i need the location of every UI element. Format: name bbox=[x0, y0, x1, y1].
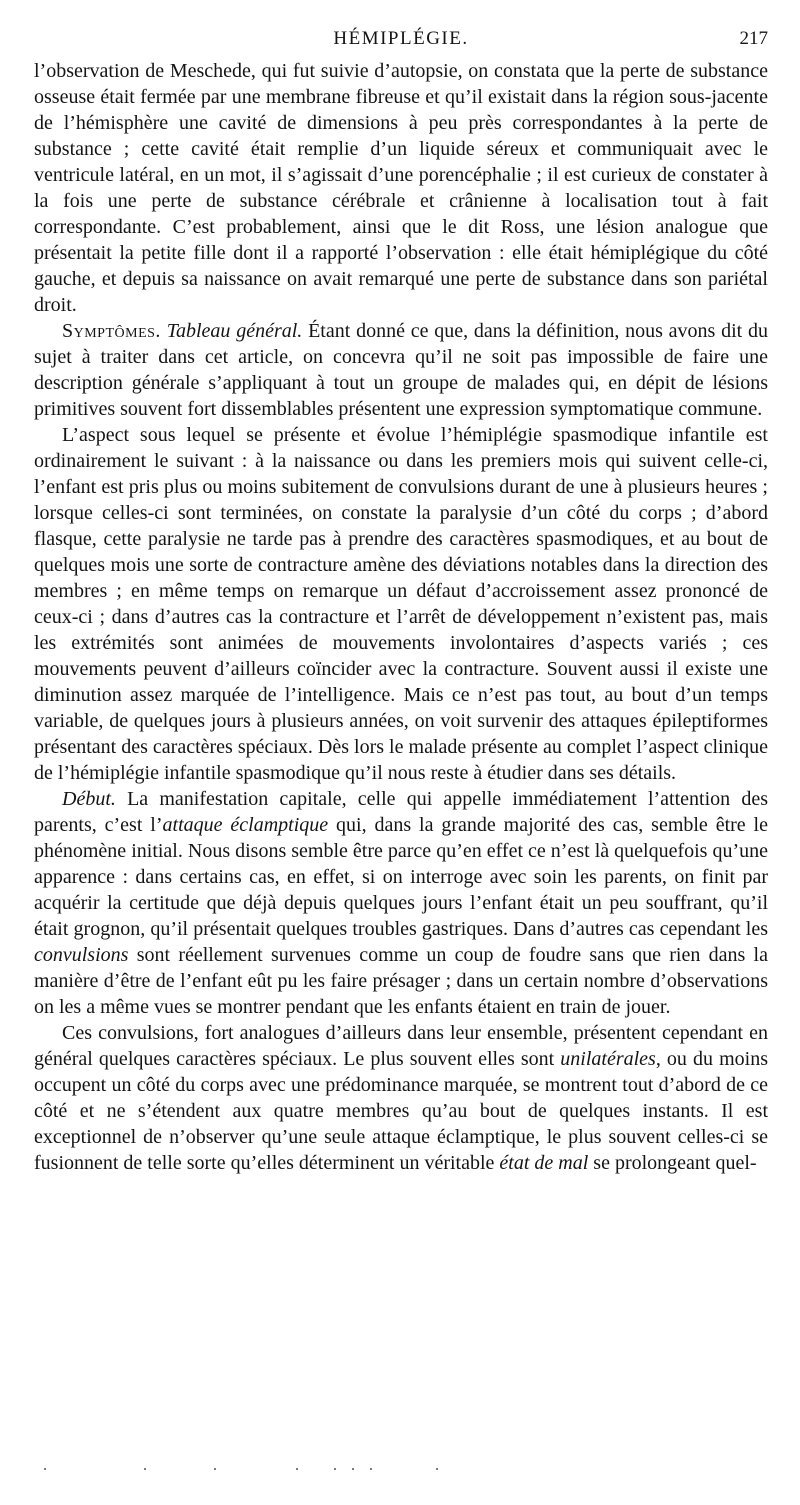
paragraph-text: qui, dans la grande majorité des cas, semble être le phénomène initial. Nous disons semble être parce qu’en effet ce n’est là quelquefois qu’une apparence : dans certains cas, en effet, si on interroge avec soin les parents, on finit par acquérir la certitude que déjà depuis quelques jours l’enfant était un peu souffrant, qu’il était grognon, qu’il présentait quelques troubles gastriques. Dans d’autres cas cependant les bbox=[34, 814, 768, 940]
paragraph-text: , ou du moins occupent un côté du corps avec une prédominance marquée, se montrent tout d’abord de ce côté et ne s’étendent aux quatre membres qu’au bout de quelques instants. Il est exceptionnel de n’observer qu’une seule attaque éclamptique, le plus souvent celles-ci se fusionnent de telle sorte qu’elles déterminent un véritable bbox=[34, 1048, 768, 1174]
paragraph-text: Ces convulsions, fort analogues d’ailleurs dans leur ensemble, présentent cependant en général quelques caractères spéciaux. Le plus souvent elles sont bbox=[34, 1022, 768, 1070]
paragraph-symptomes bbox=[34, 318, 768, 422]
paragraph-text: se prolongeant quel- bbox=[588, 1152, 757, 1174]
subheading-tableau-general: Tableau général. bbox=[166, 320, 303, 342]
running-head bbox=[34, 28, 768, 58]
scan-speck bbox=[370, 1468, 372, 1470]
scan-speck bbox=[436, 1468, 438, 1470]
section-heading-debut: Début. bbox=[62, 788, 116, 810]
paragraph-text: sont réellement survenues comme un coup de foudre sans que rien dans la manière d’être de l’enfant eût pu les faire présager ; dans un certain nombre d’observations on les a même vues se montrer pendant que les enfants étaient en train de jouer. bbox=[34, 944, 768, 1018]
emphasis-attaque-eclamptique: attaque éclamptique bbox=[162, 814, 329, 836]
scan-speck bbox=[144, 1468, 146, 1470]
section-heading-symptomes: Symptômes. bbox=[62, 320, 161, 342]
scan-speck bbox=[44, 1468, 46, 1470]
paragraph-text: Étant donné ce que, dans la définition, nous avons dit du sujet à traiter dans cet article, on concevra qu’il ne soit pas impossible de faire une description générale s’appliquant à tout un groupe de malades qui, en dépit de lésions primitives souvent fort dissemblables présentent une expression symptomatique commune. bbox=[34, 320, 768, 420]
scan-speck bbox=[334, 1468, 336, 1470]
scan-speck bbox=[214, 1468, 216, 1470]
paragraph-text: L’aspect sous lequel se présente et évolue l’hémiplégie spasmodique infantile est ordinairement le suivant : à la naissance ou dans les premiers mois qui suivent celle-ci, l’enfant est pris plus ou moins subitement de convulsions durant de une à plusieurs heures ; lorsque celles-ci sont terminées, on constate la paralysie d’un côté du corps ; d’abord flasque, cette paralysie ne tarde pas à prendre des caractères spasmodiques, et au bout de quelques mois une sorte de contracture amène des déviations notables dans la direction des membres ; en même temps on remarque un défaut d’accroissement assez prononcé de ceux-ci ; dans d’autres cas la contracture et l’arrêt de développement n’existent pas, mais les extrémités sont animées de mouvements involontaires d’aspects variés ; ces mouvements peuvent d’ailleurs coïncider avec la contracture. Souvent aussi il existe une diminution assez marquée de l’intelligence. Mais ce n’est pas tout, au bout d’un temps variable, de quelques jours à plusieurs années, on voit survenir des attaques épileptiformes présentant des caractères spéciaux. Dès lors le malade présente au complet l’aspect clinique de l’hémiplégie infantile spasmodique qu’il nous reste à étudier dans ses détails. bbox=[34, 424, 768, 784]
paragraph-text: La manifestation capitale, celle qui appelle immédiatement l’attention des parents, c’est l’ bbox=[34, 788, 768, 836]
body-text bbox=[34, 58, 768, 1176]
paragraph-convulsions bbox=[34, 1020, 768, 1176]
scan-speck bbox=[352, 1468, 354, 1470]
paragraph-text: l’observation de Meschede, qui fut suivie d’autopsie, on constata que la perte de substance osseuse était fermée par une membrane fibreuse et qu’il existait dans la région sous-jacente de l’hémisphère une cavité de dimensions à peu près correspondantes à la perte de substance ; cette cavité était remplie d’un liquide séreux et communiquait avec le ventricule latéral, en un mot, il s’agissait d’une porencéphalie ; il est curieux de constater à la fois une perte de substance cérébrale et crânienne à localisation tout à fait correspondante. C’est probablement, ainsi que le dit Ross, une lésion analogue que présentait la petite fille dont il a rapporté l’observation : elle était hémiplégique du côté gauche, et depuis sa naissance on avait remarqué une perte de substance dans son pariétal droit. bbox=[34, 60, 768, 316]
running-title: HÉMIPLÉGIE. bbox=[333, 28, 469, 49]
book-page bbox=[34, 28, 768, 1176]
scan-speck bbox=[296, 1468, 298, 1470]
emphasis-etat-de-mal: état de mal bbox=[499, 1152, 589, 1174]
emphasis-convulsions: convulsions bbox=[34, 944, 129, 966]
paragraph-observation-meschede bbox=[34, 58, 768, 318]
emphasis-unilaterales: unilatérales bbox=[560, 1048, 656, 1070]
scan-specks bbox=[34, 1468, 768, 1476]
page-number: 217 bbox=[739, 28, 768, 49]
paragraph-aspect bbox=[34, 422, 768, 786]
paragraph-debut bbox=[34, 786, 768, 1020]
